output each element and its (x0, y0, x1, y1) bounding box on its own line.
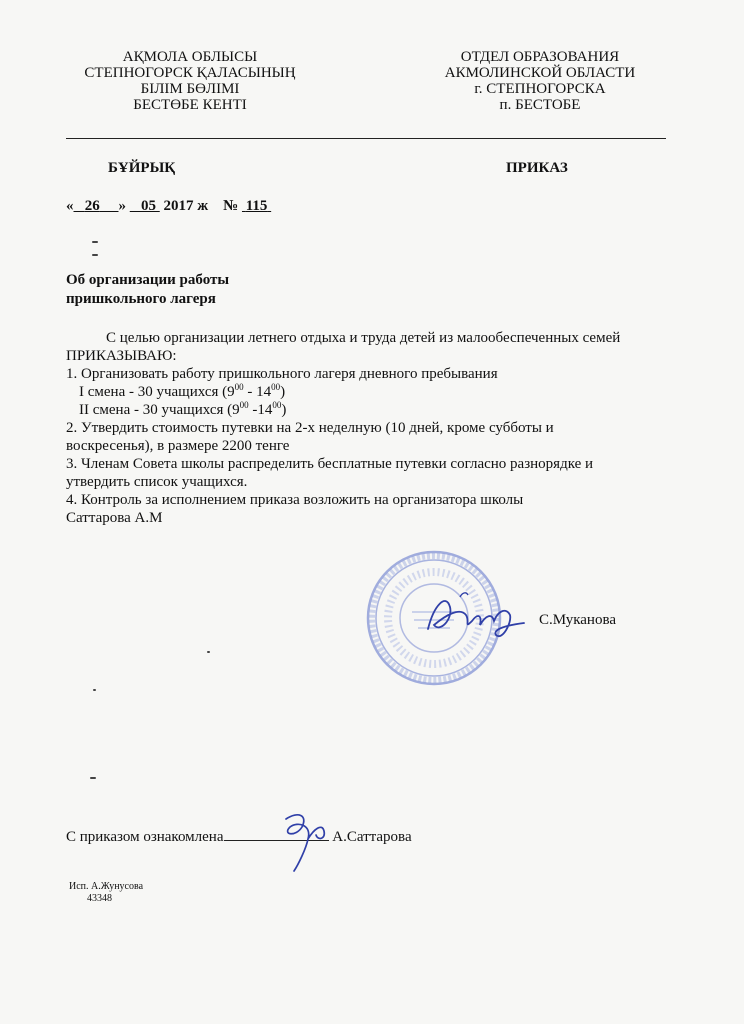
signer-name: С.Муканова (539, 612, 617, 628)
scan-speck (93, 689, 96, 691)
executor-name: Исп. А.Жунусова (69, 881, 144, 892)
executor-note (69, 881, 143, 905)
order-body (66, 329, 686, 527)
scan-speck (92, 254, 98, 256)
header-russian (405, 49, 675, 113)
executor-phone: 43348 (87, 893, 112, 904)
scan-speck (90, 777, 96, 779)
item-4-line-1: 4. Контроль за исполнением приказа возложить на организатора школы (66, 492, 524, 508)
header-kz-line: БЕСТӨБЕ КЕНТІ (133, 97, 247, 113)
subject-line: Об организации работы (66, 272, 230, 288)
acknowledgement-label: С приказом ознакомлена (66, 829, 224, 845)
header-ru-line: АКМОЛИНСКОЙ ОБЛАСТИ (444, 65, 636, 81)
date-day: 26 (84, 198, 100, 214)
title-russian: ПРИКАЗ (506, 160, 568, 176)
date-year: 2017 ж (163, 198, 209, 214)
acknowledgement-signature (268, 805, 338, 875)
date-month: 05 (141, 198, 156, 214)
order-subject (66, 271, 229, 309)
header-kazakh (55, 49, 325, 113)
header-ru-line: п. БЕСТОБЕ (499, 97, 581, 113)
director-signature (420, 585, 530, 645)
quote-open: « (66, 198, 74, 214)
number-label: № (223, 198, 239, 214)
order-number: 115 (245, 198, 268, 214)
acknowledged-name: А.Саттарова (332, 829, 412, 845)
header-ru-line: г. СТЕПНОГОРСКА (474, 81, 606, 97)
header-kz-line: БІЛІМ БӨЛІМІ (140, 81, 240, 97)
date-number-line (66, 198, 271, 215)
order-word: ПРИКАЗЫВАЮ: (66, 348, 177, 364)
shift-2: II смена - 30 учащихся ($9^{00}$ $-14^{00}$) (79, 400, 287, 418)
quote-close: » (118, 198, 126, 214)
shift-1: I смена - 30 учащихся $(9^{00} - 14^{00})$ (79, 382, 286, 400)
header-divider (66, 138, 666, 139)
header-ru-line: ОТДЕЛ ОБРАЗОВАНИЯ (460, 49, 620, 65)
subject-line: пришкольного лагеря (66, 291, 216, 307)
intro-paragraph: С целью организации летнего отдыха и труда детей из малообеспеченных семей (106, 330, 621, 346)
scan-speck (207, 651, 210, 653)
item-4-line-2: Саттарова А.М (66, 510, 163, 526)
title-kazakh: БҰЙРЫҚ (108, 160, 176, 176)
header-kz-line: СТЕПНОГОРСК ҚАЛАСЫНЫҢ (84, 65, 296, 81)
header-kz-line: АҚМОЛА ОБЛЫСЫ (122, 49, 258, 65)
acknowledgement-line (66, 826, 412, 846)
item-3-line-1: 3. Членам Совета школы распределить бесплатные путевки согласно разнорядке и (66, 456, 594, 472)
item-1: 1. Организовать работу пришкольного лагеря дневного пребывания (66, 366, 498, 382)
item-2-line-2: воскресенья), в размере 2200 тенге (66, 438, 290, 454)
item-2-line-1: 2. Утвердить стоимость путевки на 2-х неделную (10 дней, кроме субботы и (66, 420, 554, 436)
item-3-line-2: утвердить список учащихся. (66, 474, 248, 490)
scan-speck (92, 241, 98, 243)
